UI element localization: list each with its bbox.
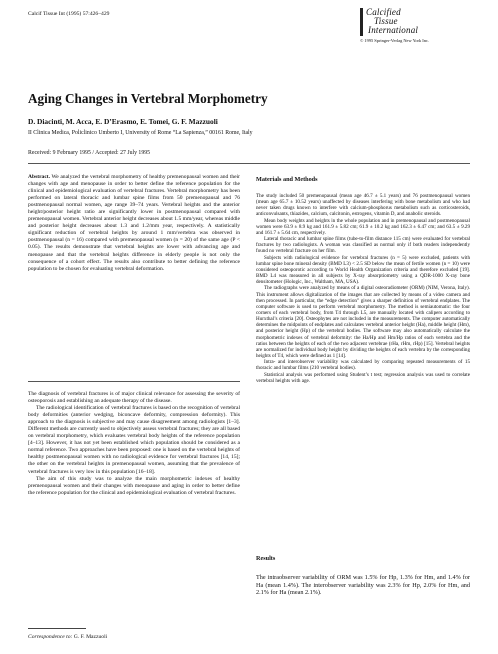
methods-heading: Materials and Methods bbox=[256, 176, 318, 183]
results-heading: Results bbox=[256, 555, 276, 562]
methods-block bbox=[256, 176, 470, 384]
methods-paragraph-3: Lateral thoracic and lumbar spine films (tube-to-film distance 115 cm) were evaluated for vertebral fractures by two radiologists. A woman was classified as normal only if both readers independently found no vertebral fracture on her film. bbox=[256, 236, 470, 255]
results-paragraph: The intraobserver variability of ORM was 1.5% for Hp, 1.3% for Hm, and 1.4% for Ha (mean 1.4%). The interobserver variability was 2.3% for Hp, 2.0% for Hm, and 2.1% for Ha (mean 2.1%). bbox=[256, 574, 470, 597]
footnote-rule bbox=[28, 628, 86, 629]
introduction-block bbox=[28, 391, 240, 497]
intro-paragraph-1: The diagnosis of vertebral fractures is of major clinical relevance for assessing the severity of osteoporosis and establishing an adequate therapy of the disease. bbox=[28, 391, 240, 405]
methods-paragraph-5: The radiographs were analyzed by means of a digital osteoradiometer (ORM) (NIM, Verona, Italy). This instrument allows digitalization of the images that are collected by means of a video camera and then processed. In particular, the “edge detection” gives a sharper definition of vertebral endplates. The computer software is used to perform vertebral morphometry. The method is semiautomatic: the four corners of each vertebral body, from T4 through L5, are manually located with calipers according to Hurxthal’s criteria [20]. Osteophytes are not included in the measurements. The computer automatically determines the midpoints of endplates and calculates vertebral anterior height (Ha), middle height (Hm), and posterior height (Hp) of the vertebral bodies. The software may also automatically calculate the morphometric indexes of vertebral deformity: the Ha/Hp and Hm/Hp ratios of each vertebra and the ratios between the heights of each of the two adjacent vertebrae (rHa, rHm, rHp) [15]. Vertebral heights are normalized for individual body height by dividing the heights of each vertebra by the corresponding heights of T4, which were defined as 1 [14]. bbox=[256, 285, 470, 360]
footnote-name: G. F. Mazzuoli bbox=[72, 634, 108, 640]
methods-paragraph-7: Statistical analysis was performed using Student’s t test; regression analysis was used to correlate vertebral heights with age. bbox=[256, 371, 470, 384]
abstract-rule bbox=[28, 381, 240, 382]
logo-line-1: Calcified bbox=[366, 7, 401, 17]
article-title: Aging Changes in Vertebral Morphometry bbox=[28, 91, 268, 106]
methods-paragraph-1: The study included 50 premenopausal (mean age 46.7 ± 5.1 years) and 76 postmenopausal women (mean age 65.7 ± 10.52 years) unaffected by diseases interfering with bone metabolism and who had never taken drugs known to interfere with calcium-phosphorus metabolism such as corticosteroids, anticonvulsants, thiazides, calcium, calcitonin, estrogens, vitamin D, and anabolic steroids. bbox=[256, 193, 470, 218]
copyright-notice: © 1995 Springer-Verlag New York Inc. bbox=[360, 38, 429, 43]
intro-paragraph-2: The radiological identification of vertebral fractures is based on the recognition of vertebral body deformities (anterior wedging, biconcave deformity, compression deformity). This approach to the diagnosis is subjective and may cause disagreement among radiologists [1–3]. Different methods are currently used to objectively assess vertebral fractures; they are all based on vertebral morphometry, which evaluates vertebral body heights of the reference population [4–13]. However, it has not yet been established which population should be considered as a normal reference. Two approaches have been proposed: one is based on the vertebral heights of healthy postmenopausal women with no radiological evidence for vertebral fractures [14, 15]; the other on the vertebral heights in premenopausal women, assuming that the prevalence of vertebral fractures is very low in this population [16–18]. bbox=[28, 405, 240, 475]
intro-paragraph-3: The aim of this study was to analyze the main morphometric indexes of healthy premenopausal women and their changes with menopause and aging in order to better define the reference population for the clinical and epidemiological evaluation of vertebral fractures. bbox=[28, 475, 240, 496]
journal-logo bbox=[360, 8, 480, 43]
correspondence-footnote bbox=[28, 634, 107, 640]
methods-paragraph-6: Intra- and interobserver variability was calculated by comparing repeated measurements of 15 thoracic and lumbar films (210 vertebral bodies). bbox=[256, 359, 470, 372]
footnote-label: Correspondence to: bbox=[28, 634, 73, 640]
results-block bbox=[256, 555, 470, 597]
journal-citation: Calcif Tissue Int (1995) 57:426–429 bbox=[28, 11, 110, 17]
abstract-text: We analyzed the vertebral morphometry of healthy premenopausal women and their changes with age and menopause in order to better define the reference population for the clinical and epidemiological evaluation of vertebral fractures. Vertebral morphometry has been performed on lateral thoracic and lumbar spine films from 50 premenopausal and 76 postmenopausal normal women, age range 39–74 years. Vertebral heights and the anterior height/posterior height ratio are significantly lower in postmenopausal compared with premenopausal women. Vertebral anterior height decreases about 1.5 mm/year, whereas middle and posterior height decreases about 1.3 and 1.2/mm year, respectively. A statistically significant reduction of vertebral heights by around 1 mm/vertebra was observed in postmenopausal (n = 16) compared with premenopausal women (n = 20) of the same age (P < 0.05). The results demonstrate that vertebral heights are lower with advancing age and menopause and that the vertebral heights difference in elderly people is not only the consequence of a cohort effect. The results also contribute to better defining the reference population to be chosen for evaluating vertebral deformation. bbox=[28, 174, 240, 272]
methods-paragraph-2: Mean body weights and heights in the whole population and in premenopausal and postmenopausal women were 63.9 ± 8.9 kg and 161.9 ± 5.82 cm; 61.9 ± 10.2 kg and 162.3 ± 6.47 cm; and 63.5 ± 9.29 and 161.7 ± 5.64 cm, respectively. bbox=[256, 217, 470, 236]
logo-line-2: Tissue bbox=[374, 16, 398, 26]
logo-line-3: International bbox=[368, 25, 419, 35]
methods-paragraph-4: Subjects with radiological evidence for vertebral fractures (n = 5) were excluded, patients with lumbar spine bone mineral density (BMD L3) < 2.5 SD below the mean of fertile women (n = 10) were considered osteoporotic according to World Health Organization criteria and therefore excluded [19]. BMD L4 was measured in all subjects by X-ray absorptiometry using a QDR-1000 X-ray bone densitometer (Hologic, Inc., Waltham, MA, USA). bbox=[256, 254, 470, 286]
article-dates: Received: 9 February 1995 / Accepted: 27 July 1995 bbox=[28, 150, 151, 156]
article-affiliation: II Clinica Medica, Policlinico Umberto I, University of Rome “La Sapienza,” 00161 Rome, Italy bbox=[28, 130, 253, 136]
abstract-label: Abstract. bbox=[28, 174, 51, 180]
header-rule bbox=[28, 163, 470, 164]
article-authors: D. Diacinti, M. Acca, E. D’Erasmo, E. Tomei, G. F. Mazzuoli bbox=[28, 117, 218, 126]
abstract-block bbox=[28, 174, 240, 273]
